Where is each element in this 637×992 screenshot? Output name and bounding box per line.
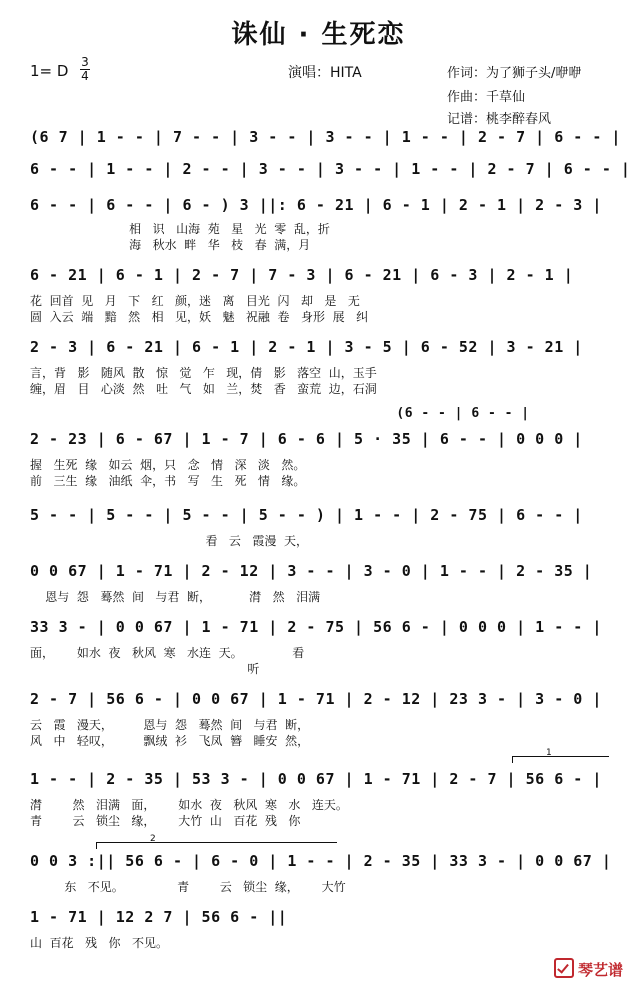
score-row-6-intro: (6 - - | 6 - - | [30, 406, 530, 421]
lyric-row-7: 看 云 霞漫 天， [30, 534, 308, 548]
lyric-row-6b: 前 三生 缘 油纸 伞，书 写 生 死 情 缘。 [30, 474, 306, 488]
lyric-row-11b: 青 云 锁尘 缘， 大竹 山 百花 残 你 [30, 814, 301, 828]
lyric-row-3a: 相 识 山海 苑 星 光 零 乱，折 [30, 222, 330, 236]
lyric-row-3b: 海 秋水 畔 华 枝 春 满，月 [30, 238, 311, 252]
volta-2-bracket [96, 842, 337, 849]
time-signature-bottom: 4 [81, 69, 89, 83]
score-row-13: 1 - 71 | 12 2 7 | 56 6 - || [30, 908, 288, 926]
score-row-9: 33 3 - | 0 0 67 | 1 - 71 | 2 - 75 | 56 6 - | 0 0 0 | 1 - - | [30, 618, 602, 636]
lyric-row-11a: 潸 然 泪满 面， 如水 夜 秋风 寒 水 连天。 [30, 798, 348, 812]
lyricist-credit: 作词：为了狮子头/咿咿 [447, 66, 582, 81]
time-signature [80, 56, 90, 83]
lyric-row-12: 东 不见。 青 云 锁尘 缘， 大竹 [30, 880, 346, 894]
score-row-6: 2 - 23 | 6 - 67 | 1 - 7 | 6 - 6 | 5 · 35 | 6 - - | 0 0 0 | [30, 430, 583, 448]
score-row-11: 1 - - | 2 - 35 | 53 3 - | 0 0 67 | 1 - 71 | 2 - 7 | 56 6 - | [30, 770, 602, 788]
volta-1-bracket [512, 756, 609, 763]
score-row-5: 2 - 3 | 6 - 21 | 6 - 1 | 2 - 1 | 3 - 5 | 6 - 52 | 3 - 21 | [30, 338, 583, 356]
lyric-row-6a: 握 生死 缘 如云 烟，只 念 情 深 淡 然。 [30, 458, 306, 472]
time-signature-top: 3 [81, 55, 89, 69]
lyric-row-10a: 云 霞 漫天， 恩与 怨 蓦然 间 与君 断， [30, 718, 310, 732]
score-row-12: 0 0 3 :|| 56 6 - | 6 - 0 | 1 - - | 2 - 35 | 33 3 - | 0 0 67 | [30, 852, 612, 870]
score-row-10: 2 - 7 | 56 6 - | 0 0 67 | 1 - 71 | 2 - 12 | 23 3 - | 3 - 0 | [30, 690, 602, 708]
volta-2-label: 2 [150, 834, 156, 844]
volta-1-label: 1 [546, 748, 552, 758]
key-signature: 1= D [30, 62, 69, 80]
lyric-row-9b: 听 [30, 662, 260, 676]
score-row-3: 6 - - | 6 - - | 6 - ) 3 ||: 6 - 21 | 6 - 1 | 2 - 1 | 2 - 3 | [30, 196, 602, 214]
score-row-4: 6 - 21 | 6 - 1 | 2 - 7 | 7 - 3 | 6 - 21 | 6 - 3 | 2 - 1 | [30, 266, 574, 284]
lyric-row-4a: 花 回首 见 月 下 红 颜，迷 离 目光 闪 却 是 无 [30, 294, 360, 308]
score-row-2: 6 - - | 1 - - | 2 - - | 3 - - | 3 - - | 1 - - | 2 - 7 | 6 - - | [30, 160, 631, 178]
lyric-row-13: 山 百花 残 你 不见。 [30, 936, 168, 950]
lyric-row-8: 恩与 怨 蓦然 间 与君 断， 潸 然 泪满 [30, 590, 321, 604]
lyric-row-4b: 圆 入云 端 黯 然 相 见，妖 魅 祝融 卷 身形 展 纠 [30, 310, 369, 324]
lyric-row-10b: 风 中 轻叹， 飘绒 衫 飞凤 簪 睡安 然， [30, 734, 310, 748]
score-row-7: 5 - - | 5 - - | 5 - - | 5 - - ) | 1 - - | 2 - 75 | 6 - - | [30, 506, 583, 524]
score-row-1: (6 7 | 1 - - | 7 - - | 3 - - | 3 - - | 1 - - | 2 - 7 | 6 - - | [30, 128, 621, 146]
composer-credit: 作曲：千草仙 [447, 90, 526, 105]
transcriber-credit: 记谱：桃李醉春风 [447, 112, 552, 127]
lyric-row-5a: 言，背 影 随风 散 惊 觉 乍 现，倩 影 落空 山，玉手 [30, 366, 377, 380]
watermark-logo-icon [554, 958, 574, 978]
singer-credit: 演唱：HITA [288, 65, 362, 81]
watermark [554, 958, 623, 980]
lyric-row-5b: 缠，眉 目 心淡 然 吐 气 如 兰，焚 香 蛮荒 边，石洞 [30, 382, 377, 396]
watermark-text: 琴艺谱 [577, 961, 623, 979]
lyric-row-9a: 面， 如水 夜 秋风 寒 水连 天。 看 [30, 646, 305, 660]
score-row-8: 0 0 67 | 1 - 71 | 2 - 12 | 3 - - | 3 - 0 | 1 - - | 2 - 35 | [30, 562, 593, 580]
song-title: 诛仙 · 生死恋 [231, 20, 406, 50]
